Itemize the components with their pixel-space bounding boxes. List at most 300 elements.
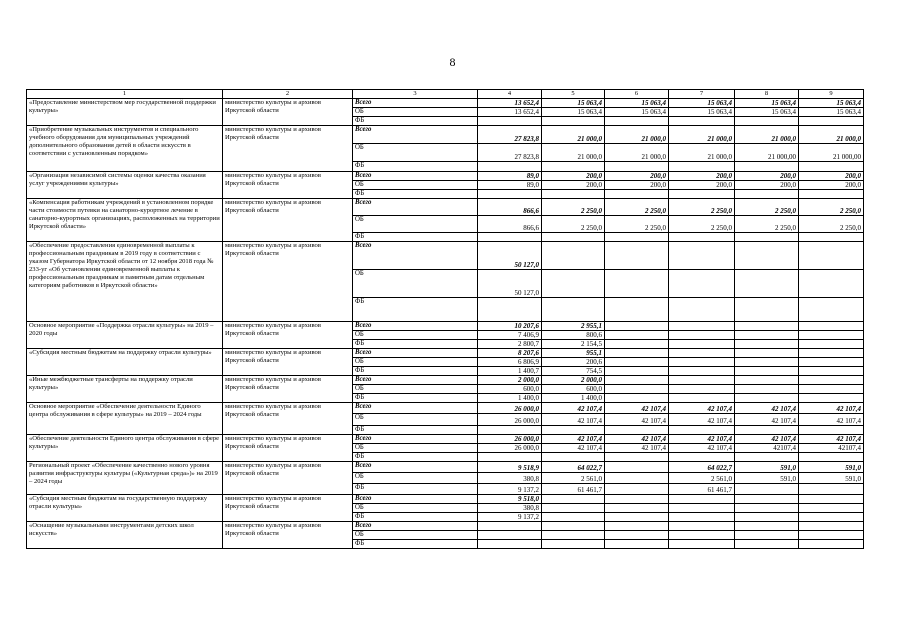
amount-cell <box>735 349 799 358</box>
amount-cell: 200,6 <box>542 358 605 367</box>
amount-cell: 50 127,0 <box>478 270 542 298</box>
amount-cell: 9 518,9 <box>478 462 542 473</box>
executor-cell: министерство культуры и архивов Иркутской области <box>223 126 353 172</box>
event-name-cell: «Оснащение музыкальными инструментами детских школ искусств» <box>27 522 223 549</box>
amount-cell <box>669 270 735 298</box>
event-name-cell: «Субсидия местным бюджетам на государственную поддержку отрасли культуры» <box>27 495 223 522</box>
amount-cell: 42107,4 <box>735 444 799 453</box>
header-cell: 5 <box>542 90 605 99</box>
funding-source-cell: Всего <box>353 99 478 108</box>
table-body <box>27 99 864 549</box>
amount-cell: 2 250,0 <box>735 216 799 233</box>
amount-cell: 42 107,4 <box>669 414 735 426</box>
amount-cell: 2 250,0 <box>542 216 605 233</box>
executor-cell: министерство культуры и архивов Иркутской области <box>223 199 353 242</box>
table-row <box>27 99 864 108</box>
executor-cell: министерство культуры и архивов Иркутской области <box>223 495 353 522</box>
amount-cell <box>799 513 864 522</box>
amount-cell <box>669 367 735 376</box>
amount-cell: 21 000,00 <box>735 144 799 162</box>
funding-source-cell: Всего <box>353 126 478 144</box>
table-row <box>27 376 864 385</box>
page-number: 8 <box>449 55 456 69</box>
funding-source-cell: ОБ <box>353 108 478 117</box>
event-name-cell: «Приобретение музыкальных инструментов и специального учебного оборудования для муниципальных учреждений дополнительного образования детей в области искусств в соответствии с установленным порядком» <box>27 126 223 172</box>
funding-source-cell: ФБ <box>353 453 478 462</box>
amount-cell <box>735 322 799 331</box>
amount-cell <box>605 453 669 462</box>
amount-cell: 800,6 <box>542 331 605 340</box>
amount-cell: 42 107,4 <box>605 444 669 453</box>
table-row <box>27 322 864 331</box>
amount-cell <box>799 117 864 126</box>
amount-cell <box>605 331 669 340</box>
amount-cell <box>605 298 669 322</box>
amount-cell: 591,0 <box>799 462 864 473</box>
amount-cell <box>669 385 735 394</box>
amount-cell <box>478 298 542 322</box>
event-name-cell: «Организация независимой системы оценки качества оказания услуг учреждениями культуры» <box>27 172 223 199</box>
amount-cell <box>542 117 605 126</box>
amount-cell <box>799 385 864 394</box>
event-name-cell: Основное мероприятие «Обеспечение деятельности Единого центра обслуживания в сфере культуры» на 2019 – 2024 годы <box>27 403 223 435</box>
amount-cell <box>799 504 864 513</box>
amount-cell: 2 800,7 <box>478 340 542 349</box>
amount-cell <box>605 473 669 484</box>
amount-cell: 6 806,9 <box>478 358 542 367</box>
amount-cell: 42 107,4 <box>542 403 605 414</box>
budget-table <box>26 89 864 549</box>
amount-cell: 15 063,4 <box>605 108 669 117</box>
amount-cell <box>669 426 735 435</box>
amount-cell <box>735 162 799 172</box>
amount-cell <box>605 513 669 522</box>
amount-cell <box>605 385 669 394</box>
funding-source-cell: ОБ <box>353 331 478 340</box>
funding-source-cell: ФБ <box>353 513 478 522</box>
event-name-cell: «Компенсация работникам учреждений в установленном порядке части стоимости путевки на санаторно-курортное лечение в санаторно-курортных организациях, расположенных на территории Иркутской области» <box>27 199 223 242</box>
funding-source-cell: ФБ <box>353 484 478 495</box>
amount-cell: 15 063,4 <box>542 108 605 117</box>
amount-cell <box>735 513 799 522</box>
event-name-cell: «Обеспечение предоставления единовременной выплаты к профессиональным праздникам в 2019 году в соответствии с указом Губернатора Иркутской области от 12 ноября 2018 года № 233-уг «Об установлении единовременной выплаты к профессиональным праздникам и памятным датам отдельным категориям работников в Иркутской области» <box>27 242 223 322</box>
amount-cell <box>799 376 864 385</box>
amount-cell: 10 207,6 <box>478 322 542 331</box>
amount-cell: 200,0 <box>799 181 864 190</box>
amount-cell <box>605 504 669 513</box>
header-cell: 3 <box>353 90 478 99</box>
amount-cell <box>669 540 735 549</box>
amount-cell: 26 000,0 <box>478 403 542 414</box>
amount-cell <box>478 117 542 126</box>
funding-source-cell: ОБ <box>353 358 478 367</box>
amount-cell: 21 000,00 <box>799 144 864 162</box>
executor-cell: министерство культуры и архивов Иркутской области <box>223 522 353 549</box>
amount-cell: 2 250,0 <box>735 199 799 216</box>
event-name-cell: «Иные межбюджетные трансферты на поддержку отрасли культуры» <box>27 376 223 403</box>
amount-cell: 2 000,0 <box>542 376 605 385</box>
table-row <box>27 242 864 270</box>
amount-cell <box>799 270 864 298</box>
amount-cell <box>605 367 669 376</box>
amount-cell <box>542 426 605 435</box>
amount-cell <box>799 531 864 540</box>
amount-cell <box>735 358 799 367</box>
table-row <box>27 199 864 216</box>
amount-cell <box>799 162 864 172</box>
amount-cell: 200,0 <box>542 181 605 190</box>
funding-source-cell: ОБ <box>353 270 478 298</box>
funding-source-cell: ФБ <box>353 162 478 172</box>
amount-cell: 15 063,4 <box>799 99 864 108</box>
amount-cell <box>605 233 669 242</box>
amount-cell <box>735 117 799 126</box>
amount-cell: 2 250,0 <box>542 199 605 216</box>
amount-cell: 380,8 <box>478 473 542 484</box>
funding-source-cell: Всего <box>353 435 478 444</box>
amount-cell <box>799 453 864 462</box>
amount-cell: 42 107,4 <box>542 444 605 453</box>
amount-cell <box>735 190 799 199</box>
table-row <box>27 403 864 414</box>
event-name-cell: «Предоставление министерством мер государственной поддержки культуры» <box>27 99 223 126</box>
amount-cell <box>799 298 864 322</box>
amount-cell <box>669 162 735 172</box>
amount-cell <box>669 453 735 462</box>
funding-source-cell: ОБ <box>353 414 478 426</box>
amount-cell: 2 250,0 <box>799 199 864 216</box>
amount-cell <box>669 349 735 358</box>
executor-cell: министерство культуры и архивов Иркутской области <box>223 403 353 435</box>
amount-cell: 2 955,1 <box>542 322 605 331</box>
amount-cell: 50 127,0 <box>478 242 542 270</box>
amount-cell: 27 823,8 <box>478 126 542 144</box>
amount-cell: 15 063,4 <box>605 99 669 108</box>
amount-cell: 754,5 <box>542 367 605 376</box>
amount-cell: 866,6 <box>478 199 542 216</box>
amount-cell: 42 107,4 <box>799 403 864 414</box>
amount-cell: 42 107,4 <box>542 435 605 444</box>
amount-cell: 2 250,0 <box>669 216 735 233</box>
amount-cell <box>799 242 864 270</box>
amount-cell: 2 250,0 <box>669 199 735 216</box>
funding-source-cell: ОБ <box>353 504 478 513</box>
amount-cell: 21 000,0 <box>799 126 864 144</box>
amount-cell <box>605 190 669 199</box>
funding-source-cell: ОБ <box>353 216 478 233</box>
funding-source-cell: ФБ <box>353 540 478 549</box>
amount-cell <box>478 453 542 462</box>
amount-cell <box>605 162 669 172</box>
header-row <box>27 90 864 99</box>
amount-cell: 15 063,4 <box>669 99 735 108</box>
funding-source-cell: ФБ <box>353 340 478 349</box>
amount-cell: 42 107,4 <box>735 414 799 426</box>
amount-cell <box>669 298 735 322</box>
amount-cell: 600,0 <box>478 385 542 394</box>
amount-cell: 2 250,0 <box>605 199 669 216</box>
funding-source-cell: ФБ <box>353 426 478 435</box>
amount-cell: 64 022,7 <box>542 462 605 473</box>
table-row <box>27 435 864 444</box>
amount-cell <box>605 426 669 435</box>
header-cell: 4 <box>478 90 542 99</box>
amount-cell: 1 400,7 <box>478 367 542 376</box>
amount-cell: 200,0 <box>605 172 669 181</box>
amount-cell: 42107,4 <box>799 444 864 453</box>
amount-cell <box>605 340 669 349</box>
amount-cell: 955,1 <box>542 349 605 358</box>
amount-cell <box>669 522 735 531</box>
amount-cell <box>542 531 605 540</box>
amount-cell <box>735 504 799 513</box>
amount-cell <box>605 322 669 331</box>
amount-cell <box>799 331 864 340</box>
amount-cell <box>605 376 669 385</box>
amount-cell: 200,0 <box>735 181 799 190</box>
header-cell: 7 <box>669 90 735 99</box>
amount-cell <box>542 513 605 522</box>
amount-cell <box>478 190 542 199</box>
amount-cell: 21 000,0 <box>605 126 669 144</box>
amount-cell <box>478 522 542 531</box>
amount-cell <box>669 531 735 540</box>
amount-cell <box>542 495 605 504</box>
amount-cell: 61 461,7 <box>669 484 735 495</box>
amount-cell <box>799 495 864 504</box>
amount-cell <box>669 331 735 340</box>
amount-cell <box>669 242 735 270</box>
amount-cell: 200,0 <box>735 172 799 181</box>
header-cell: 2 <box>223 90 353 99</box>
funding-source-cell: ОБ <box>353 144 478 162</box>
amount-cell <box>605 270 669 298</box>
amount-cell: 42 107,4 <box>669 444 735 453</box>
funding-source-cell: Всего <box>353 172 478 181</box>
amount-cell <box>605 495 669 504</box>
amount-cell: 42 107,4 <box>669 435 735 444</box>
amount-cell <box>799 367 864 376</box>
amount-cell <box>605 349 669 358</box>
amount-cell <box>735 242 799 270</box>
amount-cell <box>542 242 605 270</box>
amount-cell: 2 000,0 <box>478 376 542 385</box>
amount-cell <box>799 233 864 242</box>
amount-cell <box>669 504 735 513</box>
header-cell: 8 <box>735 90 799 99</box>
executor-cell: министерство культуры и архивов Иркутской области <box>223 322 353 349</box>
amount-cell: 2 250,0 <box>799 216 864 233</box>
amount-cell: 9 518,0 <box>478 495 542 504</box>
amount-cell: 15 063,4 <box>799 108 864 117</box>
amount-cell: 21 000,0 <box>542 126 605 144</box>
amount-cell: 15 063,4 <box>735 108 799 117</box>
amount-cell: 15 063,4 <box>669 108 735 117</box>
amount-cell <box>799 358 864 367</box>
amount-cell: 64 022,7 <box>669 462 735 473</box>
header-cell: 9 <box>799 90 864 99</box>
amount-cell: 1 400,0 <box>542 394 605 403</box>
header-cell: 1 <box>27 90 223 99</box>
amount-cell <box>542 190 605 199</box>
amount-cell <box>669 358 735 367</box>
amount-cell: 42 107,4 <box>542 414 605 426</box>
amount-cell: 21 000,0 <box>542 144 605 162</box>
funding-source-cell: ОБ <box>353 531 478 540</box>
amount-cell <box>799 540 864 549</box>
event-name-cell: «Субсидия местным бюджетам на поддержку отрасли культуры» <box>27 349 223 376</box>
funding-source-cell: Всего <box>353 495 478 504</box>
amount-cell <box>735 426 799 435</box>
amount-cell <box>735 522 799 531</box>
amount-cell <box>669 233 735 242</box>
funding-source-cell: ОБ <box>353 473 478 484</box>
amount-cell: 15 063,4 <box>735 99 799 108</box>
amount-cell <box>669 340 735 349</box>
amount-cell <box>478 531 542 540</box>
amount-cell <box>735 540 799 549</box>
amount-cell: 200,0 <box>542 172 605 181</box>
table-row <box>27 522 864 531</box>
executor-cell: министерство культуры и архивов Иркутской области <box>223 242 353 322</box>
amount-cell <box>605 462 669 473</box>
event-name-cell: «Обеспечение деятельности Единого центра обслуживания в сфере культуры» <box>27 435 223 462</box>
amount-cell: 591,0 <box>735 462 799 473</box>
amount-cell <box>669 376 735 385</box>
executor-cell: министерство культуры и архивов Иркутской области <box>223 376 353 403</box>
amount-cell: 7 406,9 <box>478 331 542 340</box>
funding-source-cell: ОБ <box>353 181 478 190</box>
amount-cell: 89,0 <box>478 172 542 181</box>
amount-cell <box>799 340 864 349</box>
amount-cell <box>605 358 669 367</box>
amount-cell <box>799 349 864 358</box>
amount-cell <box>735 453 799 462</box>
amount-cell <box>542 453 605 462</box>
amount-cell <box>799 394 864 403</box>
amount-cell: 2 561,0 <box>669 473 735 484</box>
amount-cell <box>478 540 542 549</box>
amount-cell: 42 107,4 <box>735 435 799 444</box>
amount-cell <box>605 540 669 549</box>
amount-cell <box>605 484 669 495</box>
amount-cell <box>669 495 735 504</box>
amount-cell: 2 250,0 <box>605 216 669 233</box>
amount-cell: 15 063,4 <box>542 99 605 108</box>
amount-cell <box>669 190 735 199</box>
amount-cell: 42 107,4 <box>799 435 864 444</box>
amount-cell: 200,0 <box>669 181 735 190</box>
funding-source-cell: Всего <box>353 376 478 385</box>
amount-cell <box>605 522 669 531</box>
funding-source-cell: Всего <box>353 242 478 270</box>
amount-cell: 21 000,0 <box>735 126 799 144</box>
amount-cell: 42 107,4 <box>605 414 669 426</box>
amount-cell <box>669 394 735 403</box>
table-row <box>27 126 864 144</box>
amount-cell: 200,0 <box>669 172 735 181</box>
funding-source-cell: Всего <box>353 522 478 531</box>
amount-cell <box>735 495 799 504</box>
amount-cell <box>542 162 605 172</box>
amount-cell <box>799 322 864 331</box>
amount-cell <box>478 233 542 242</box>
funding-source-cell: ФБ <box>353 367 478 376</box>
amount-cell <box>542 522 605 531</box>
funding-source-cell: ФБ <box>353 394 478 403</box>
amount-cell <box>605 242 669 270</box>
table-row <box>27 462 864 473</box>
amount-cell: 21 000,0 <box>669 144 735 162</box>
funding-source-cell: ФБ <box>353 117 478 126</box>
amount-cell <box>669 117 735 126</box>
funding-source-cell: ФБ <box>353 298 478 322</box>
amount-cell: 21 000,0 <box>605 144 669 162</box>
amount-cell <box>799 190 864 199</box>
amount-cell: 42 107,4 <box>669 403 735 414</box>
amount-cell <box>478 162 542 172</box>
amount-cell: 26 000,0 <box>478 444 542 453</box>
amount-cell: 89,0 <box>478 181 542 190</box>
amount-cell: 600,0 <box>542 385 605 394</box>
amount-cell <box>605 531 669 540</box>
header-cell: 6 <box>605 90 669 99</box>
amount-cell <box>478 426 542 435</box>
amount-cell <box>669 322 735 331</box>
amount-cell <box>735 385 799 394</box>
amount-cell <box>605 117 669 126</box>
table-row <box>27 349 864 358</box>
amount-cell <box>799 522 864 531</box>
amount-cell: 13 652,4 <box>478 99 542 108</box>
amount-cell <box>735 531 799 540</box>
amount-cell: 1 400,0 <box>478 394 542 403</box>
amount-cell: 866,6 <box>478 216 542 233</box>
funding-source-cell: Всего <box>353 199 478 216</box>
amount-cell <box>735 484 799 495</box>
amount-cell <box>542 233 605 242</box>
amount-cell: 2 154,5 <box>542 340 605 349</box>
amount-cell <box>735 270 799 298</box>
funding-source-cell: Всего <box>353 462 478 473</box>
amount-cell: 26 000,0 <box>478 435 542 444</box>
amount-cell: 42 107,4 <box>605 435 669 444</box>
event-name-cell: Основное мероприятие «Поддержка отрасли культуры» на 2019 – 2020 годы <box>27 322 223 349</box>
executor-cell: министерство культуры и архивов Иркутской области <box>223 99 353 126</box>
amount-cell <box>735 331 799 340</box>
funding-source-cell: ОБ <box>353 444 478 453</box>
event-name-cell: Региональный проект «Обеспечение качественно нового уровня развития инфраструктуры культуры («Культурная среда»)» на 2019 – 2024 годы <box>27 462 223 495</box>
amount-cell: 8 207,6 <box>478 349 542 358</box>
amount-cell: 591,0 <box>735 473 799 484</box>
amount-cell <box>799 426 864 435</box>
amount-cell <box>735 298 799 322</box>
amount-cell <box>735 367 799 376</box>
table-row <box>27 172 864 181</box>
amount-cell: 13 652,4 <box>478 108 542 117</box>
executor-cell: министерство культуры и архивов Иркутской области <box>223 172 353 199</box>
amount-cell: 21 000,0 <box>669 126 735 144</box>
amount-cell <box>542 504 605 513</box>
amount-cell: 27 823,8 <box>478 144 542 162</box>
amount-cell <box>735 376 799 385</box>
amount-cell <box>669 513 735 522</box>
amount-cell: 42 107,4 <box>735 403 799 414</box>
amount-cell: 9 137,2 <box>478 513 542 522</box>
executor-cell: министерство культуры и архивов Иркутской области <box>223 349 353 376</box>
amount-cell: 200,0 <box>605 181 669 190</box>
amount-cell: 2 561,0 <box>542 473 605 484</box>
